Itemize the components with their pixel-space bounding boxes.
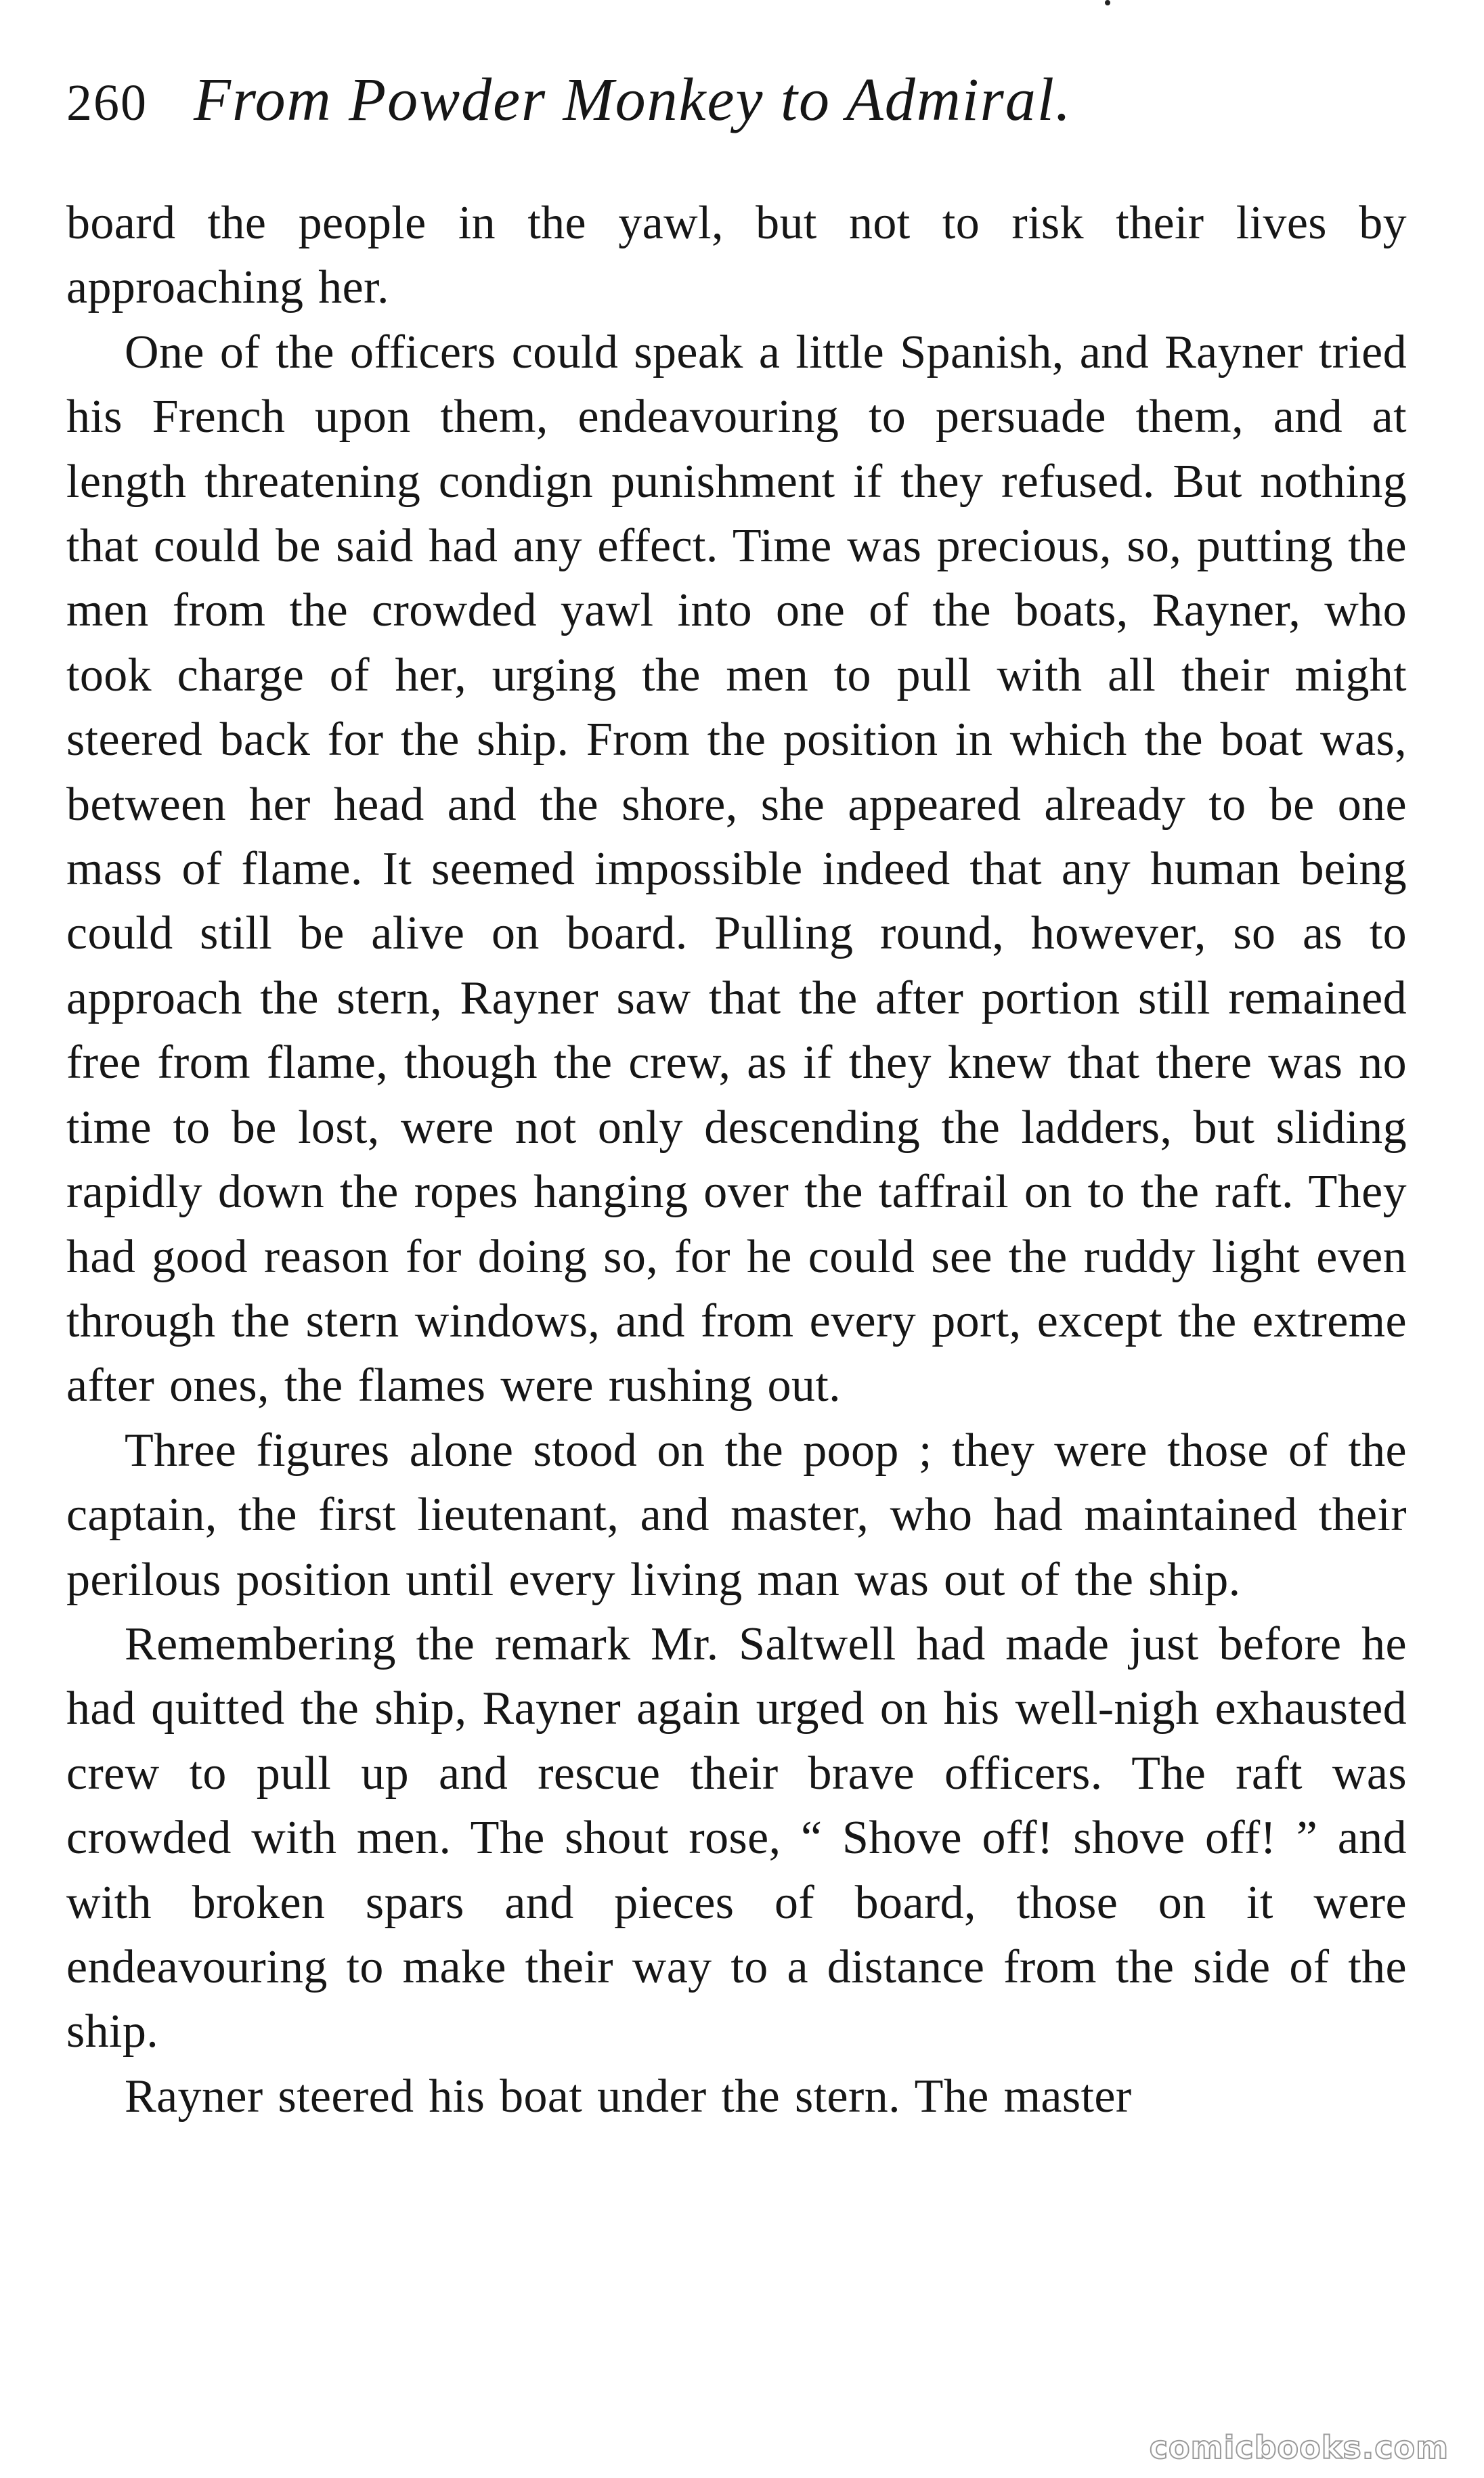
- paragraph: Three figures alone stood on the poop ; they were those of the captain, the first lieutenant, and master, who had maintained their perilous position until every living man was out of the ship.: [66, 1424, 1407, 1606]
- watermark: comicbooks.com: [1149, 2429, 1449, 2466]
- page-header: [66, 65, 1418, 153]
- print-speck: [1105, 0, 1110, 5]
- paragraph: Remembering the remark Mr. Saltwell had made just before he had quitted the ship, Rayner again urged on his well-nigh exhausted crew to pull up and rescue their brave officers. The raft was crowded with men. The shout rose, “ Shove off! shove off! ” and with broken spars and pieces of board, those on it were endeavouring to make their way to a distance from the side of the ship.: [66, 1617, 1407, 2058]
- body-text: [66, 191, 1407, 2129]
- paragraph: One of the officers could speak a little Spanish, and Rayner tried his French upon them, endeavouring to persuade them, and at length threatening condign punishment if they refused. But nothing that could be said had any effect. Time was precious, so, putting the men from the crowded yawl into one of the boats, Rayner, who took charge of her, urging the men to pull with all their might steered back for the ship. From the position in which the boat was, between her head and the shore, she appeared already to be one mass of flame. It seemed impossible indeed that any human being could still be alive on board. Pulling round, however, so as to approach the stern, Rayner saw that the after portion still remained free from flame, though the crew, as if they knew that there was no time to be lost, were not only descending the ladders, but sliding rapidly down the ropes hanging over the taffrail on to the raft. They had good reason for doing so, for he could see the ruddy light even through the stern windows, and from every port, except the extreme after ones, the flames were rushing out.: [66, 326, 1407, 1412]
- running-title: From Powder Monkey to Admiral.: [194, 66, 1072, 133]
- paragraph: Rayner steered his boat under the stern. The master: [125, 2070, 1132, 2123]
- page-number: 260: [66, 74, 148, 131]
- paragraph-continued: board the people in the yawl, but not to risk their lives by approaching her.: [66, 197, 1407, 314]
